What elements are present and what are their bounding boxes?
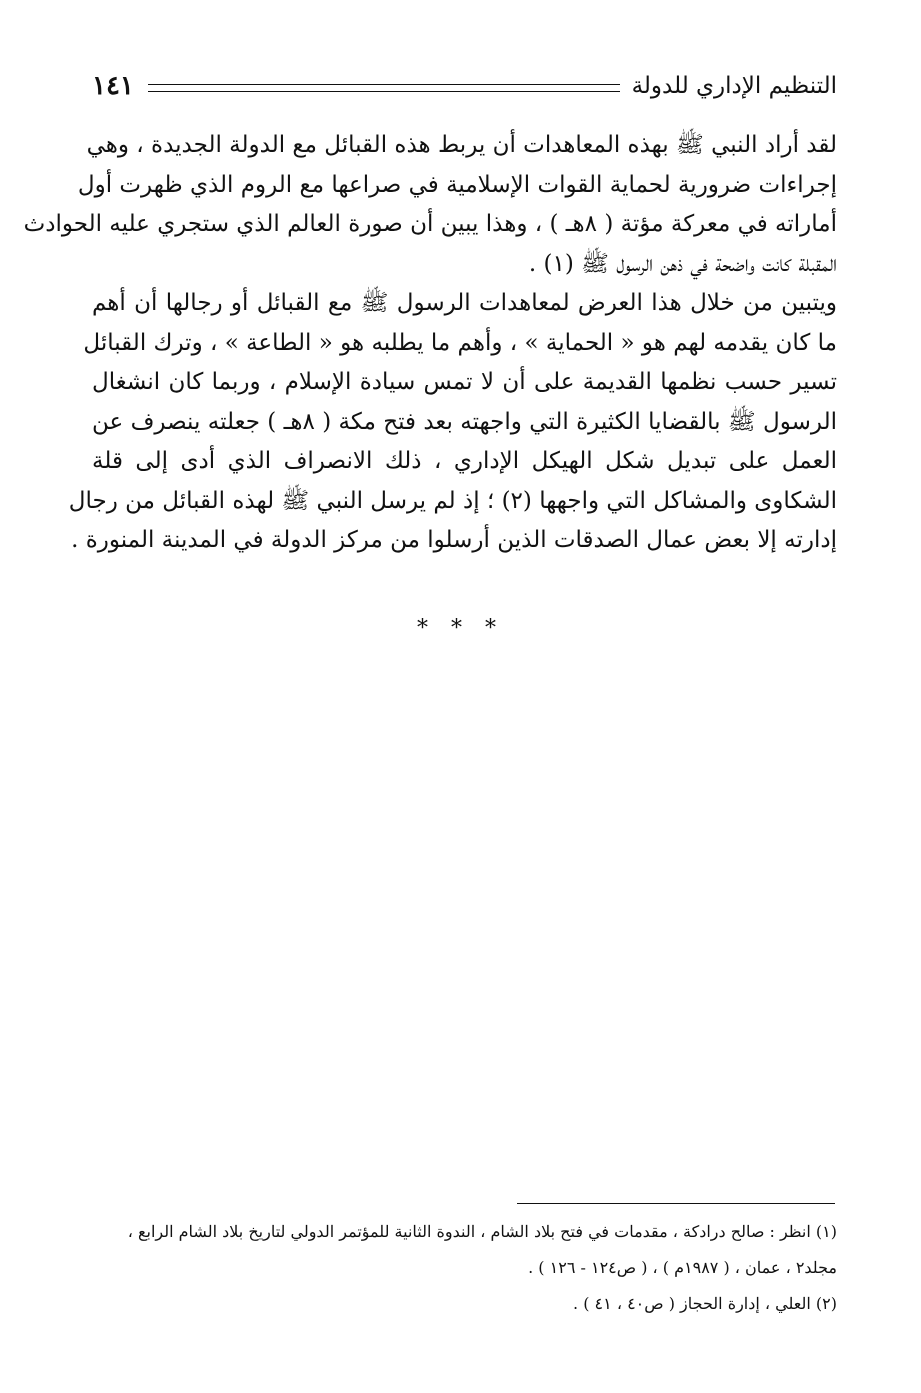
header-double-rule: [148, 84, 620, 92]
section-separator: * * *: [417, 616, 504, 641]
running-title: التنظيم الإداري للدولة: [631, 73, 837, 99]
main-text: [23, 126, 837, 561]
text-line: ما كان يقدمه لهم هو « الحماية » ، وأهم ما يطلبه هو « الطاعة » ، وترك القبائل: [83, 329, 837, 356]
text-line: الرسول ﷺ بالقضايا الكثيرة التي واجهته بعد فتح مكة ( ٨هـ ) جعلته ينصرف عن: [92, 408, 837, 435]
page-header: [92, 66, 837, 106]
footnote-rule: [517, 1203, 835, 1204]
footnote-line: (١) انظر : صالح درادكة ، مقدمات في فتح بلاد الشام ، الندوة الثانية للمؤتمر الدولي لتاريخ بلاد الشام الرابع ،: [127, 1222, 837, 1241]
footnote-line: (٢) العلي ، إدارة الحجاز ( ص٤٠ ، ٤١ ) .: [573, 1294, 837, 1313]
text-line: ويتبين من خلال هذا العرض لمعاهدات الرسول ﷺ مع القبائل أو رجالها أن أهم: [92, 290, 837, 316]
paragraph-1: [23, 126, 837, 284]
text-line: لقد أراد النبي ﷺ بهذه المعاهدات أن يربط هذه القبائل مع الدولة الجديدة ، وهي: [86, 132, 837, 158]
text-line: المقبلة كانت واضحة في ذهن الرسول ﷺ (١) .: [528, 250, 837, 277]
page-number: ١٤١: [92, 71, 134, 101]
text-line: الشكاوى والمشاكل التي واجهها (٢) ؛ إذ لم يرسل النبي ﷺ لهذه القبائل من رجال: [68, 487, 837, 514]
text-line: العمل على تبديل شكل الهيكل الإداري ، ذلك الانصراف الذي أدى إلى قلة: [92, 448, 837, 474]
text-line: إجراءات ضرورية لحماية القوات الإسلامية في صراعها مع الروم الذي ظهرت أول: [77, 171, 837, 198]
text-line: أماراته في معركة مؤتة ( ٨هـ ) ، وهذا يبين أن صورة العالم الذي ستجري عليه الحوادث: [23, 211, 837, 237]
footnotes: [92, 1214, 837, 1322]
paragraph-2: [68, 284, 837, 561]
text-line: إدارته إلا بعض عمال الصدقات الذين أرسلوا من مركز الدولة في المدينة المنورة .: [71, 527, 837, 553]
footnote-line: مجلد٢ ، عمان ، ( ١٩٨٧م ) ، ( ص١٢٤ - ١٢٦ ) .: [528, 1258, 837, 1277]
text-line: تسير حسب نظمها القديمة على أن لا تمس سيادة الإسلام ، وربما كان انشغال: [92, 369, 837, 395]
